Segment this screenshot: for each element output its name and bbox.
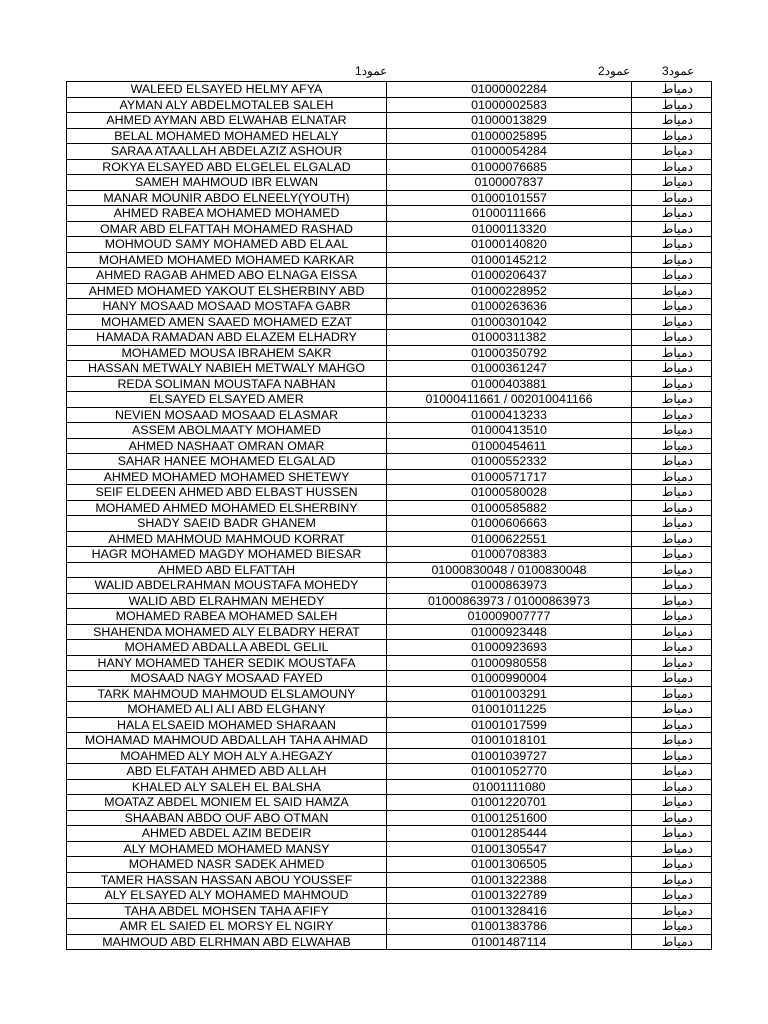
phone-cell: 01000923448 — [387, 624, 632, 640]
city-cell: دمياط — [632, 655, 712, 671]
city-cell: دمياط — [632, 252, 712, 268]
city-cell: دمياط — [632, 593, 712, 609]
name-cell: SEIF ELDEEN AHMED ABD ELBAST HUSSEN — [67, 485, 387, 501]
table-row — [67, 469, 712, 485]
city-cell: دمياط — [632, 888, 712, 904]
table-row — [67, 144, 712, 160]
name-cell: ABD ELFATAH AHMED ABD ALLAH — [67, 764, 387, 780]
phone-cell: 01000413510 — [387, 423, 632, 439]
table-row — [67, 764, 712, 780]
phone-cell: 010009007777 — [387, 609, 632, 625]
city-cell: دمياط — [632, 764, 712, 780]
name-cell: HALA ELSAEID MOHAMED SHARAAN — [67, 717, 387, 733]
table-row — [67, 314, 712, 330]
phone-cell: 01001111080 — [387, 779, 632, 795]
city-cell: دمياط — [632, 872, 712, 888]
phone-cell: 01000228952 — [387, 283, 632, 299]
name-cell: AHMED NASHAAT OMRAN OMAR — [67, 438, 387, 454]
column-header-2: عمود2 — [598, 64, 631, 78]
name-cell: KHALED ALY SALEH EL BALSHA — [67, 779, 387, 795]
city-cell: دمياط — [632, 640, 712, 656]
table-row — [67, 516, 712, 532]
phone-cell: 01001322789 — [387, 888, 632, 904]
name-cell: MOHAMED MOHAMED MOHAMED KARKAR — [67, 252, 387, 268]
phone-cell: 01000113320 — [387, 221, 632, 237]
city-cell: دمياط — [632, 919, 712, 935]
table-row — [67, 454, 712, 470]
city-cell: دمياط — [632, 97, 712, 113]
phone-cell: 01000361247 — [387, 361, 632, 377]
phone-cell: 01000013829 — [387, 113, 632, 129]
city-cell: دمياط — [632, 175, 712, 191]
name-cell: MOHAMED AMEN SAAED MOHAMED EZAT — [67, 314, 387, 330]
table-row — [67, 717, 712, 733]
name-cell: MOAHMED ALY MOH ALY A.HEGAZY — [67, 748, 387, 764]
table-row — [67, 97, 712, 113]
name-cell: NEVIEN MOSAAD MOSAAD ELASMAR — [67, 407, 387, 423]
table-row — [67, 252, 712, 268]
city-cell: دمياط — [632, 485, 712, 501]
name-cell: ASSEM ABOLMAATY MOHAMED — [67, 423, 387, 439]
city-cell: دمياط — [632, 779, 712, 795]
table-row — [67, 485, 712, 501]
city-cell: دمياط — [632, 516, 712, 532]
phone-cell: 01000101557 — [387, 190, 632, 206]
phone-cell: 01000140820 — [387, 237, 632, 253]
name-cell: HAMADA RAMADAN ABD ELAZEM ELHADRY — [67, 330, 387, 346]
phone-cell: 01001251600 — [387, 810, 632, 826]
name-cell: BELAL MOHAMED MOHAMED HELALY — [67, 128, 387, 144]
name-cell: MOHAMED ABDALLA ABEDL GELIL — [67, 640, 387, 656]
phone-cell: 01000990004 — [387, 671, 632, 687]
city-cell: دمياط — [632, 237, 712, 253]
table-row — [67, 655, 712, 671]
phone-cell: 0100007837 — [387, 175, 632, 191]
city-cell: دمياط — [632, 748, 712, 764]
table-row — [67, 609, 712, 625]
name-cell: SARAA ATAALLAH ABDELAZIZ ASHOUR — [67, 144, 387, 160]
table-row — [67, 345, 712, 361]
city-cell: دمياط — [632, 144, 712, 160]
phone-cell: 01000552332 — [387, 454, 632, 470]
city-cell: دمياط — [632, 671, 712, 687]
phone-cell: 01001328416 — [387, 903, 632, 919]
phone-cell: 01001305547 — [387, 841, 632, 857]
table-row — [67, 128, 712, 144]
table-row — [67, 221, 712, 237]
city-cell: دمياط — [632, 810, 712, 826]
phone-cell: 01000863973 / 01000863973 — [387, 593, 632, 609]
table-row — [67, 733, 712, 749]
phone-cell: 01000830048 / 0100830048 — [387, 562, 632, 578]
name-cell: AMR EL SAIED EL MORSY EL NGIRY — [67, 919, 387, 935]
name-cell: MOHAMED AHMED MOHAMED ELSHERBINY — [67, 500, 387, 516]
phone-cell: 01000403881 — [387, 376, 632, 392]
table-row — [67, 268, 712, 284]
name-cell: AHMED AYMAN ABD ELWAHAB ELNATAR — [67, 113, 387, 129]
city-cell: دمياط — [632, 934, 712, 950]
city-cell: دمياط — [632, 469, 712, 485]
name-cell: AHMED MAHMOUD MAHMOUD KORRAT — [67, 531, 387, 547]
name-cell: AHMED RABEA MOHAMED MOHAMED — [67, 206, 387, 222]
city-cell: دمياط — [632, 159, 712, 175]
city-cell: دمياط — [632, 330, 712, 346]
name-cell: WALID ABD ELRAHMAN MEHEDY — [67, 593, 387, 609]
table-row — [67, 407, 712, 423]
city-cell: دمياط — [632, 206, 712, 222]
phone-cell: 01000311382 — [387, 330, 632, 346]
phone-cell: 01000980558 — [387, 655, 632, 671]
table-row — [67, 159, 712, 175]
city-cell: دمياط — [632, 562, 712, 578]
phone-cell: 01000206437 — [387, 268, 632, 284]
phone-cell: 01000413233 — [387, 407, 632, 423]
name-cell: SHAABAN ABDO OUF ABO OTMAN — [67, 810, 387, 826]
city-cell: دمياط — [632, 113, 712, 129]
table-row — [67, 283, 712, 299]
city-cell: دمياط — [632, 314, 712, 330]
phone-cell: 01001285444 — [387, 826, 632, 842]
phone-cell: 01000350792 — [387, 345, 632, 361]
city-cell: دمياط — [632, 299, 712, 315]
city-cell: دمياط — [632, 438, 712, 454]
table-row — [67, 826, 712, 842]
phone-cell: 01001220701 — [387, 795, 632, 811]
name-cell: SAMEH MAHMOUD IBR ELWAN — [67, 175, 387, 191]
city-cell: دمياط — [632, 361, 712, 377]
phone-cell: 01000002583 — [387, 97, 632, 113]
table-row — [67, 919, 712, 935]
city-cell: دمياط — [632, 190, 712, 206]
city-cell: دمياط — [632, 857, 712, 873]
phone-cell: 01000054284 — [387, 144, 632, 160]
city-cell: دمياط — [632, 733, 712, 749]
name-cell: AHMED MOHAMED YAKOUT ELSHERBINY ABD — [67, 283, 387, 299]
table-row — [67, 82, 712, 98]
table-row — [67, 872, 712, 888]
name-cell: MOSAAD NAGY MOSAAD FAYED — [67, 671, 387, 687]
table-row — [67, 624, 712, 640]
name-cell: HASSAN METWALY NABIEH METWALY MAHGO — [67, 361, 387, 377]
name-cell: AHMED MOHAMED MOHAMED SHETEWY — [67, 469, 387, 485]
table-row — [67, 175, 712, 191]
name-cell: WALEED ELSAYED HELMY AFYA — [67, 82, 387, 98]
phone-cell: 01000411661 / 002010041166 — [387, 392, 632, 408]
table-row — [67, 190, 712, 206]
city-cell: دمياط — [632, 624, 712, 640]
table-row — [67, 299, 712, 315]
phone-cell: 01001487114 — [387, 934, 632, 950]
table-row — [67, 702, 712, 718]
table-row — [67, 376, 712, 392]
table-row — [67, 640, 712, 656]
phone-cell: 01000145212 — [387, 252, 632, 268]
city-cell: دمياط — [632, 82, 712, 98]
table-row — [67, 857, 712, 873]
table-row — [67, 330, 712, 346]
phone-cell: 01000585882 — [387, 500, 632, 516]
phone-cell: 01001018101 — [387, 733, 632, 749]
city-cell: دمياط — [632, 686, 712, 702]
table-row — [67, 748, 712, 764]
phone-cell: 01000606663 — [387, 516, 632, 532]
phone-cell: 01000571717 — [387, 469, 632, 485]
city-cell: دمياط — [632, 423, 712, 439]
name-cell: MOHAMED RABEA MOHAMED SALEH — [67, 609, 387, 625]
name-cell: ALY MOHAMED MOHAMED MANSY — [67, 841, 387, 857]
phone-cell: 01000622551 — [387, 531, 632, 547]
phone-cell: 01000301042 — [387, 314, 632, 330]
phone-cell: 01001039727 — [387, 748, 632, 764]
table-row — [67, 423, 712, 439]
city-cell: دمياط — [632, 717, 712, 733]
name-cell: MAHMOUD ABD ELRHMAN ABD ELWAHAB — [67, 934, 387, 950]
city-cell: دمياط — [632, 500, 712, 516]
name-cell: TARK MAHMOUD MAHMOUD ELSLAMOUNY — [67, 686, 387, 702]
table-row — [67, 438, 712, 454]
column-header-1: عمود1 — [355, 64, 388, 78]
name-cell: MOATAZ ABDEL MONIEM EL SAID HAMZA — [67, 795, 387, 811]
table-row — [67, 531, 712, 547]
table-row — [67, 841, 712, 857]
phone-cell: 01001011225 — [387, 702, 632, 718]
city-cell: دمياط — [632, 392, 712, 408]
table-row — [67, 113, 712, 129]
table-row — [67, 547, 712, 563]
table-row — [67, 500, 712, 516]
phone-cell: 01000111666 — [387, 206, 632, 222]
name-cell: REDA SOLIMAN MOUSTAFA NABHAN — [67, 376, 387, 392]
table-row — [67, 593, 712, 609]
name-cell: AHMED RAGAB AHMED ABO ELNAGA EISSA — [67, 268, 387, 284]
table-row — [67, 361, 712, 377]
name-cell: ROKYA ELSAYED ABD ELGELEL ELGALAD — [67, 159, 387, 175]
city-cell: دمياط — [632, 903, 712, 919]
phone-cell: 01000708383 — [387, 547, 632, 563]
city-cell: دمياط — [632, 841, 712, 857]
city-cell: دمياط — [632, 609, 712, 625]
contacts-table-body — [67, 82, 712, 950]
name-cell: OMAR ABD ELFATTAH MOHAMED RASHAD — [67, 221, 387, 237]
column-header-3: عمود3 — [662, 64, 695, 78]
table-row — [67, 671, 712, 687]
table-row — [67, 237, 712, 253]
city-cell: دمياط — [632, 702, 712, 718]
table-row — [67, 888, 712, 904]
phone-cell: 01001052770 — [387, 764, 632, 780]
city-cell: دمياط — [632, 547, 712, 563]
phone-cell: 01000580028 — [387, 485, 632, 501]
phone-cell: 01000263636 — [387, 299, 632, 315]
phone-cell: 01001383786 — [387, 919, 632, 935]
name-cell: AHMED ABD ELFATTAH — [67, 562, 387, 578]
table-row — [67, 779, 712, 795]
phone-cell: 01000002284 — [387, 82, 632, 98]
city-cell: دمياط — [632, 531, 712, 547]
name-cell: HANY MOSAAD MOSAAD MOSTAFA GABR — [67, 299, 387, 315]
name-cell: SAHAR HANEE MOHAMED ELGALAD — [67, 454, 387, 470]
table-row — [67, 392, 712, 408]
name-cell: ELSAYED ELSAYED AMER — [67, 392, 387, 408]
city-cell: دمياط — [632, 795, 712, 811]
table-row — [67, 810, 712, 826]
phone-cell: 01000076685 — [387, 159, 632, 175]
city-cell: دمياط — [632, 345, 712, 361]
phone-cell: 01001017599 — [387, 717, 632, 733]
name-cell: SHAHENDA MOHAMED ALY ELBADRY HERAT — [67, 624, 387, 640]
phone-cell: 01001322388 — [387, 872, 632, 888]
name-cell: AHMED ABDEL AZIM BEDEIR — [67, 826, 387, 842]
table-row — [67, 903, 712, 919]
name-cell: ALY ELSAYED ALY MOHAMED MAHMOUD — [67, 888, 387, 904]
contacts-table — [66, 81, 712, 950]
phone-cell: 01001306505 — [387, 857, 632, 873]
name-cell: HANY MOHAMED TAHER SEDIK MOUSTAFA — [67, 655, 387, 671]
city-cell: دمياط — [632, 376, 712, 392]
name-cell: AYMAN ALY ABDELMOTALEB SALEH — [67, 97, 387, 113]
name-cell: MOHAMAD MAHMOUD ABDALLAH TAHA AHMAD — [67, 733, 387, 749]
name-cell: TAMER HASSAN HASSAN ABOU YOUSSEF — [67, 872, 387, 888]
phone-cell: 01000025895 — [387, 128, 632, 144]
name-cell: HAGR MOHAMED MAGDY MOHAMED BIESAR — [67, 547, 387, 563]
city-cell: دمياط — [632, 268, 712, 284]
city-cell: دمياط — [632, 407, 712, 423]
name-cell: MOHAMED NASR SADEK AHMED — [67, 857, 387, 873]
phone-cell: 01000923693 — [387, 640, 632, 656]
name-cell: SHADY SAEID BADR GHANEM — [67, 516, 387, 532]
phone-cell: 01000454611 — [387, 438, 632, 454]
name-cell: TAHA ABDEL MOHSEN TAHA AFIFY — [67, 903, 387, 919]
phone-cell: 01000863973 — [387, 578, 632, 594]
name-cell: MOHAMED MOUSA IBRAHEM SAKR — [67, 345, 387, 361]
city-cell: دمياط — [632, 221, 712, 237]
table-row — [67, 686, 712, 702]
name-cell: MOHAMED ALI ALI ABD ELGHANY — [67, 702, 387, 718]
city-cell: دمياط — [632, 283, 712, 299]
city-cell: دمياط — [632, 826, 712, 842]
name-cell: WALID ABDELRAHMAN MOUSTAFA MOHEDY — [67, 578, 387, 594]
table-row — [67, 934, 712, 950]
table-row — [67, 562, 712, 578]
name-cell: MOHMOUD SAMY MOHAMED ABD ELAAL — [67, 237, 387, 253]
city-cell: دمياط — [632, 578, 712, 594]
city-cell: دمياط — [632, 454, 712, 470]
phone-cell: 01001003291 — [387, 686, 632, 702]
table-row — [67, 206, 712, 222]
city-cell: دمياط — [632, 128, 712, 144]
table-row — [67, 578, 712, 594]
table-row — [67, 795, 712, 811]
name-cell: MANAR MOUNIR ABDO ELNEELY(YOUTH) — [67, 190, 387, 206]
